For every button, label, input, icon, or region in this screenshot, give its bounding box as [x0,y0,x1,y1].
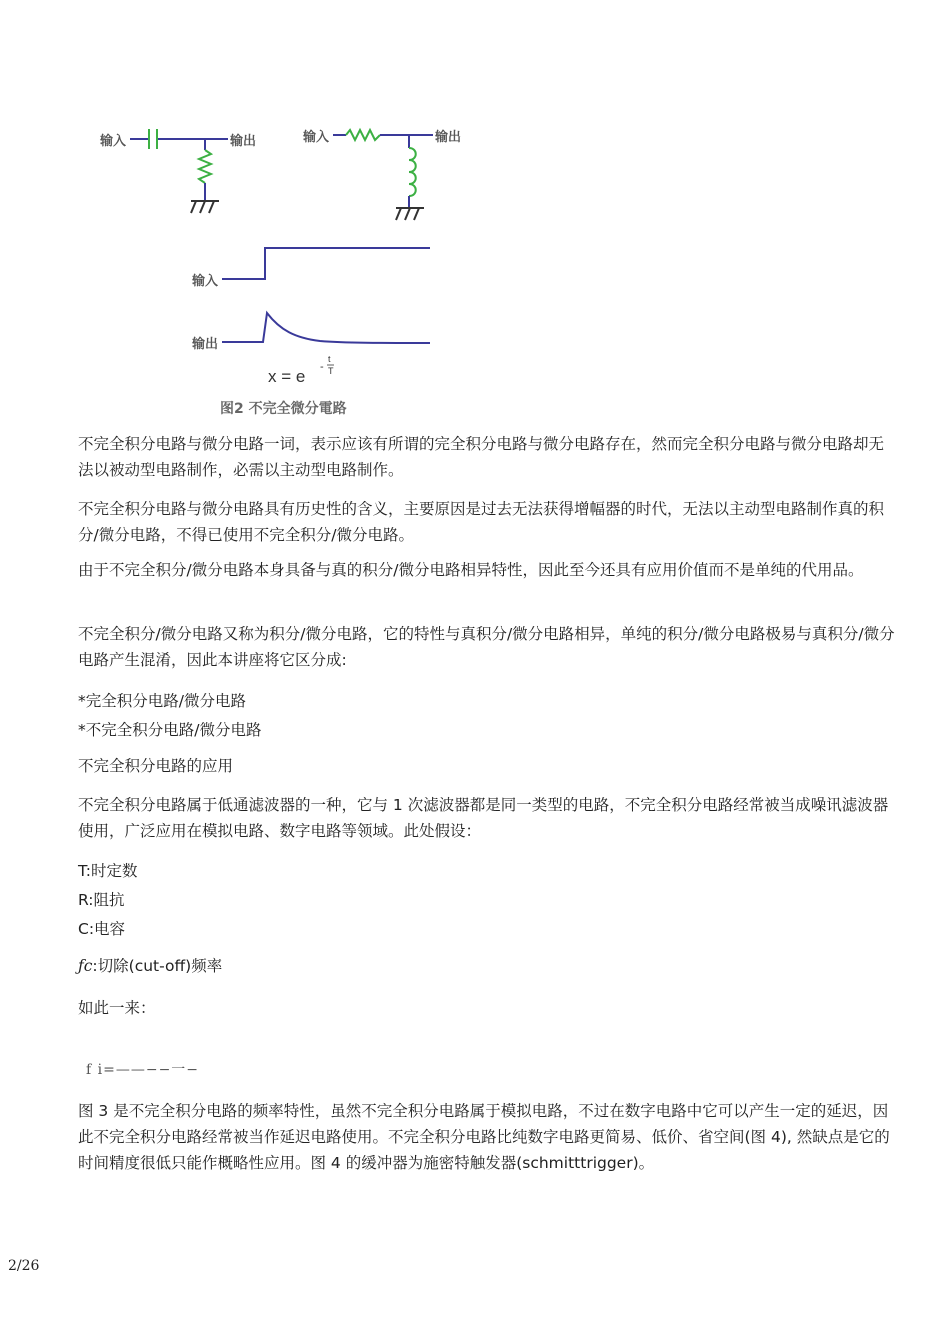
waveform-diagram [191,248,430,386]
definition-r: R:阻抗 [78,891,125,909]
circuit2-output-label: 输出 [435,130,462,145]
paragraph-5: 不完全积分电路属于低通滤波器的一种，它与 1 次滤波器都是同一类型的电路，不完全积分电路经常被当成噪讯滤波器使用，广泛应用在模拟电路、数字电路等领域。此处假设： [78,796,889,840]
circuit1-output-label: 输出 [230,134,257,149]
section-heading: 不完全积分电路的应用 [78,757,234,775]
ground-icon [191,201,219,213]
circuit-capacitor-resistor [99,129,256,213]
decay-formula [268,354,334,386]
waveform-output-label: 输出 [192,337,219,352]
fc-symbol: ƒc [78,957,93,975]
circuit1-input-label: 输入 [100,134,127,149]
resistor-horizontal [346,130,380,140]
input-step-waveform [222,248,430,279]
paragraph-6: 如此一来： [78,999,156,1017]
page-number: 2/26 [8,1258,40,1274]
definition-fc [78,955,222,977]
figure-caption: 图2 不完全微分電路 [220,401,347,417]
paragraph-7: 图 3 是不完全积分电路的频率特性，虽然不完全积分电路属于模拟电路，不过在数字电路中它可以产生一定的延迟，因此不完全积分电路经常被当作延迟电路使用。不完全积分电路比纯数字电路更简易、低价、省空间(图 4), 然缺点是它的时间精度很低只能作概略性应用。图 4 的缓冲器为施密特触发器(schmitttrigger)。 [78,1102,890,1172]
definition-c: C:电容 [78,920,126,938]
bullet-incomplete: *不完全积分电路/微分电路 [78,721,262,739]
formula-exponent-num: t [328,354,331,364]
resistor-vertical [199,150,211,183]
paragraph-3: 由于不完全积分/微分电路本身具备与真的积分/微分电路相异特性，因此至今还具有应用价值而不是单纯的代用品。 [78,561,864,579]
circuit2-input-label: 输入 [303,130,330,145]
output-decay-waveform [222,313,430,343]
fc-text: :切除(cut-off)频率 [92,957,223,975]
circuit-resistor-inductor [302,129,461,220]
waveform-input-label: 输入 [192,274,219,289]
formula-base: x = e [268,367,306,386]
paragraph-2: 不完全积分电路与微分电路具有历史性的含义，主要原因是过去无法获得增幅器的时代，无法以主动型电路制作真的积分/微分电路，不得已使用不完全积分/微分电路。 [78,500,885,544]
formula-garbled: f i=——−−一− [86,1062,200,1078]
paragraph-4: 不完全积分/微分电路又称为积分/微分电路，它的特性与真积分/微分电路相异，单纯的积分/微分电路极易与真积分/微分电路产生混淆，因此本讲座将它区分成: [78,625,895,669]
rc-differentiator-figure [0,0,950,430]
inductor-coil [409,148,416,196]
definition-t: T:时定数 [78,862,138,880]
ground-icon [396,208,424,220]
formula-exponent-sign: - [320,361,324,373]
formula-exponent-den: T [328,366,334,376]
paragraph-1: 不完全积分电路与微分电路一词，表示应该有所谓的完全积分电路与微分电路存在，然而完全积分电路与微分电路却无法以被动型电路制作，必需以主动型电路制作。 [78,435,885,479]
bullet-complete: *完全积分电路/微分电路 [78,692,246,710]
